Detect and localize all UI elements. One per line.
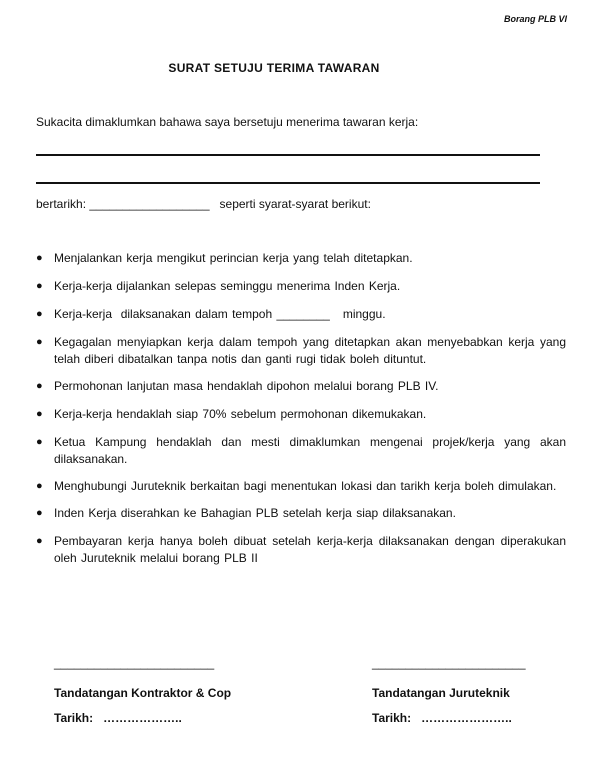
technician-signature-block [372,656,526,725]
term-item [36,505,566,522]
bullet-icon: ● [36,280,43,292]
term-text: Ketua Kampung hendaklah dan mesti dimaklumkan mengenai projek/kerja yang akan dilaksanakan. [54,435,566,466]
term-item [36,378,566,395]
date-row [36,197,371,211]
bullet-icon: ● [36,308,43,320]
term-item [36,306,566,323]
form-code: Borang PLB VI [503,14,567,24]
technician-date-row [372,711,526,725]
contractor-date-label: Tarikh: [54,711,94,725]
bullet-icon: ● [36,480,43,492]
term-item [36,434,566,468]
term-text: Kerja-kerja dijalankan selepas seminggu menerima Inden Kerja. [54,279,401,293]
term-item [36,478,566,495]
technician-date-label: Tarikh: [372,711,412,725]
bullet-icon: ● [36,507,43,519]
contractor-signature-block [54,656,231,725]
bullet-icon: ● [36,436,43,448]
technician-date-value: ………………….. [421,711,512,725]
term-text: Menghubungi Juruteknik berkaitan bagi menentukan lokasi dan tarikh kerja boleh dimulakan. [54,479,557,493]
date-blank: __________________ [89,197,210,211]
terms-list [36,250,566,578]
bullet-icon: ● [36,336,43,348]
term-item [36,334,566,368]
term-item [36,278,566,295]
term-text: Kerja-kerja dilaksanakan dalam tempoh ________ minggu. [54,307,386,321]
bullet-icon: ● [36,380,43,392]
contractor-date-value: ……………….. [103,711,182,725]
technician-signature-label: Tandatangan Juruteknik [372,686,510,700]
offer-fill-line-1 [36,154,540,156]
contractor-date-row [54,711,231,725]
contractor-signature-line: ________________________ [54,656,215,670]
date-suffix: seperti syarat-syarat berikut: [219,197,371,211]
contractor-signature-label: Tandatangan Kontraktor & Cop [54,686,232,700]
bullet-icon: ● [36,252,43,264]
term-text: Menjalankan kerja mengikut perincian kerja yang telah ditetapkan. [54,251,413,265]
term-item [36,533,566,567]
technician-signature-line: _______________________ [372,656,526,670]
term-item [36,406,566,423]
bullet-icon: ● [36,535,43,547]
term-text: Kegagalan menyiapkan kerja dalam tempoh yang ditetapkan akan menyebabkan kerja yang telah diberi dibatalkan tanpa notis dan ganti rugi tidak boleh dituntut. [54,335,566,366]
term-text: Permohonan lanjutan masa hendaklah dipohon melalui borang PLB IV. [54,379,439,393]
offer-fill-line-2 [36,182,540,184]
intro-text: Sukacita dimaklumkan bahawa saya bersetuju menerima tawaran kerja: [36,115,419,129]
bullet-icon: ● [36,408,43,420]
term-text: Pembayaran kerja hanya boleh dibuat setelah kerja-kerja dilaksanakan dengan diperakukan oleh Juruteknik melalui borang PLB II [54,534,566,565]
term-text: Kerja-kerja hendaklah siap 70% sebelum permohonan dikemukakan. [54,407,427,421]
term-item [36,250,566,267]
date-label: bertarikh: [36,197,87,211]
term-text: Inden Kerja diserahkan ke Bahagian PLB setelah kerja siap dilaksanakan. [54,506,456,520]
page-title: SURAT SETUJU TERIMA TAWARAN [168,61,380,75]
